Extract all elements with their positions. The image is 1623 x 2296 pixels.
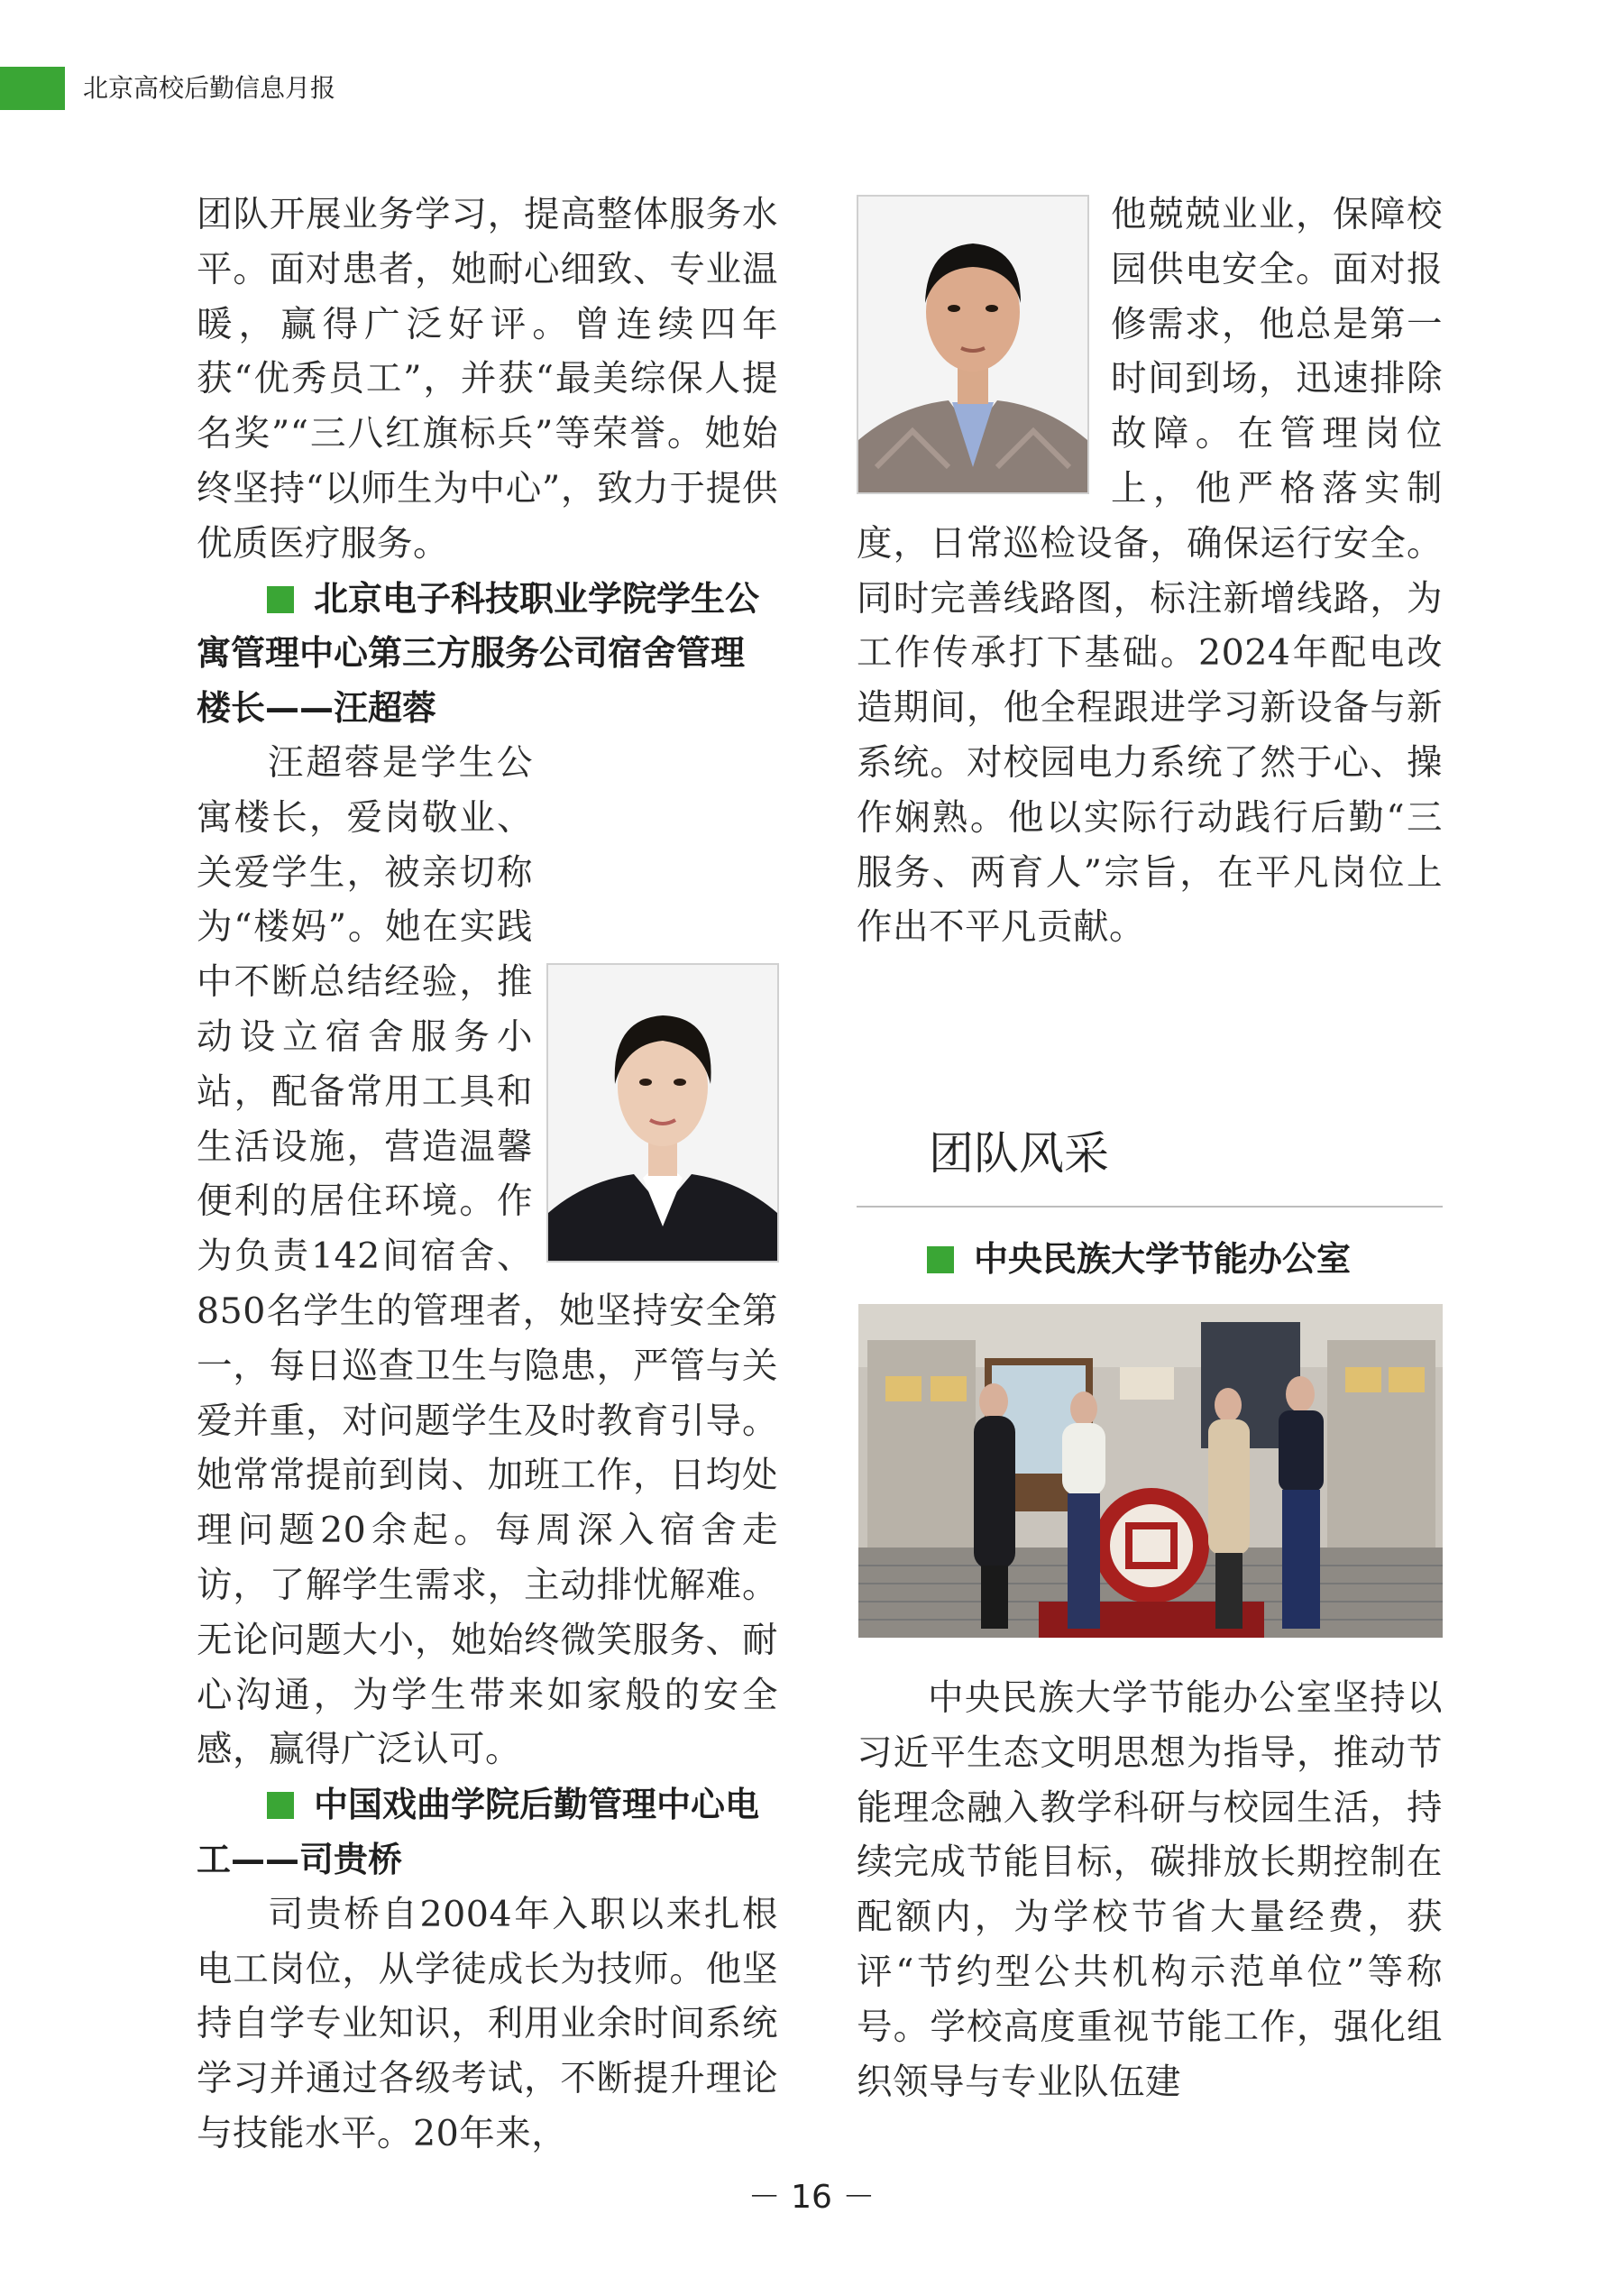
profile-body-wang (197, 736, 778, 1777)
profile-body-wang-text: 汪超蓉是学生公寓楼长，爱岗敬业、关爱学生，被亲切称为“楼妈”。她在实践中不断总结经验，推动设立宿舍服务小站，配备常用工具和生活设施，营造温馨便利的居住环境。作为负责142间宿舍、850名学生的管理者，她坚持安全第一，每日巡查卫生与隐患，严管与关爱并重，对问题学生及时教育引导。她常常提前到岗、加班工作，日均处理问题20余起。每周深入宿舍走访，了解学生需求，主动排忧解难。无论问题大小，她始终微笑服务、耐心沟通，为学生带来如家般的安全感，赢得广泛认可。 (197, 741, 778, 1771)
profile-heading-si (197, 1777, 778, 1887)
section-title: 团队风采 (929, 1127, 1109, 1180)
team-group-photo (858, 1304, 1443, 1638)
square-bullet-icon (267, 586, 294, 613)
square-bullet-icon (267, 1792, 294, 1819)
right-column-bottom (857, 1671, 1443, 2109)
team-heading-text: 中央民族大学节能办公室 (974, 1239, 1352, 1279)
header-accent-bar (0, 67, 65, 110)
section-divider (857, 1206, 1443, 1208)
profile-body-si: 司贵桥自2004年入职以来扎根电工岗位，从学徒成长为技师。他坚持自学专业知识，利用业余时间系统学习并通过各级考试，不断提升理论与技能水平。20年来， (197, 1893, 778, 2154)
team-heading (927, 1235, 1351, 1282)
photo-float-spacer (533, 956, 778, 1272)
left-column (197, 188, 778, 2162)
team-body: 中央民族大学节能办公室坚持以习近平生态文明思想为指导，推动节能理念融入教学科研与校园生活，持续完成节能目标，碳排放长期控制在配额内，为学校节省大量经费，获评“节约型公共机构示范单位”等称号。学校高度重视节能工作，强化组织领导与专业队伍建 (857, 1677, 1443, 2103)
right-column-top (857, 188, 1443, 955)
profile-heading-wang (197, 572, 778, 736)
publication-title: 北京高校后勤信息月报 (83, 73, 336, 103)
photo-float-spacer (857, 188, 1111, 503)
square-bullet-icon (927, 1246, 954, 1273)
profile-heading-si-text: 中国戏曲学院后勤管理中心电工——司贵桥 (197, 1785, 760, 1879)
profile-body-si-continued (857, 188, 1443, 955)
intro-paragraph: 团队开展业务学习，提高整体服务水平。面对患者，她耐心细致、专业温暖，赢得广泛好评。曾连续四年获“优秀员工”，并获“最美综保人提名奖”“三八红旗标兵”等荣誉。她始终坚持“以师生为中心”，致力于提供优质医疗服务。 (197, 194, 778, 565)
profile-heading-wang-text: 北京电子科技职业学院学生公寓管理中心第三方服务公司宿舍管理楼长——汪超蓉 (197, 578, 760, 729)
page-number: － 16 － (747, 2179, 876, 2216)
profile-body-si-continued-text: 他兢兢业业，保障校园供电安全。面对报修需求，他总是第一时间到场，迅速排除故障。在管理岗位上，他严格落实制度，日常巡检设备，确保运行安全。同时完善线路图，标注新增线路，为工作传承打下基础。2024年配电改造期间，他全程跟进学习新设备与新系统。对校园电力系统了然于心、操作娴熟。他以实际行动践行后勤“三服务、两育人”宗旨，在平凡岗位上作出不平凡贡献。 (857, 194, 1443, 949)
